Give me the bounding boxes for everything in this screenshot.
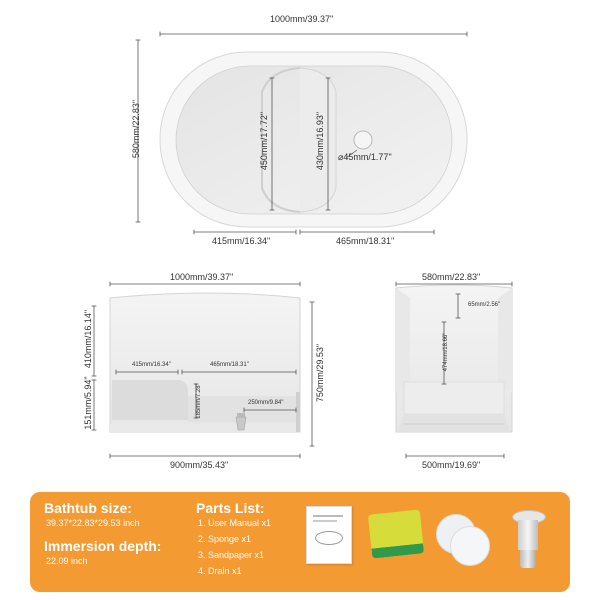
drain-image <box>508 510 548 574</box>
user-manual-image <box>306 506 352 564</box>
top-inner-right-label: 430mm/16.93" <box>315 111 325 171</box>
front-inner-right-label: 465mm/18.31" <box>210 362 249 368</box>
top-bottom-left-label: 415mm/16.34" <box>212 236 271 246</box>
front-drain-offset-label: 250mm/9.84" <box>248 400 284 406</box>
front-left-lower-label: 151mm/5.94" <box>83 376 93 430</box>
side-seat-label: 65mm/2.56" <box>468 302 501 308</box>
front-bottom-label: 900mm/35.43" <box>170 460 229 470</box>
top-inner-left-label: 450mm/17.72" <box>259 111 269 171</box>
front-seat-height-label: 185mm/7.28" <box>196 383 202 419</box>
side-top-label: 580mm/22.83" <box>422 272 481 282</box>
parts-list-item: 3. Sandpaper x1 <box>198 550 265 560</box>
front-top-label: 1000mm/39.37" <box>170 272 234 282</box>
top-drain-label: ⌀45mm/1.77" <box>338 152 392 162</box>
info-panel <box>30 492 570 592</box>
immersion-depth-title: Immersion depth: <box>44 538 162 554</box>
bathtub-size-title: Bathtub size: <box>44 500 132 516</box>
sponge-image <box>368 509 424 558</box>
top-width-label: 1000mm/39.37" <box>270 14 334 24</box>
top-view-tub <box>160 52 467 227</box>
front-inner-left-label: 415mm/16.34" <box>132 362 171 368</box>
side-depth-label: 474mm/18.66" <box>443 332 449 372</box>
front-left-upper-label: 410mm/16.14" <box>83 309 93 369</box>
side-bottom-label: 500mm/19.69" <box>422 460 481 470</box>
sandpaper-image <box>436 514 486 564</box>
parts-list-title: Parts List: <box>196 500 265 516</box>
parts-list-item: 4. Drain x1 <box>198 566 242 576</box>
front-height-label: 750mm/29.53" <box>315 343 325 403</box>
parts-list-item: 1. User Manual x1 <box>198 518 272 528</box>
top-bottom-right-label: 465mm/18.31" <box>336 236 395 246</box>
immersion-depth-value: 22.09 inch <box>46 556 88 566</box>
top-depth-label: 580mm/22.83" <box>131 99 141 159</box>
bathtub-size-value: 39.37*22.83*29.53 inch <box>46 518 140 528</box>
parts-list-item: 2. Sponge x1 <box>198 534 252 544</box>
